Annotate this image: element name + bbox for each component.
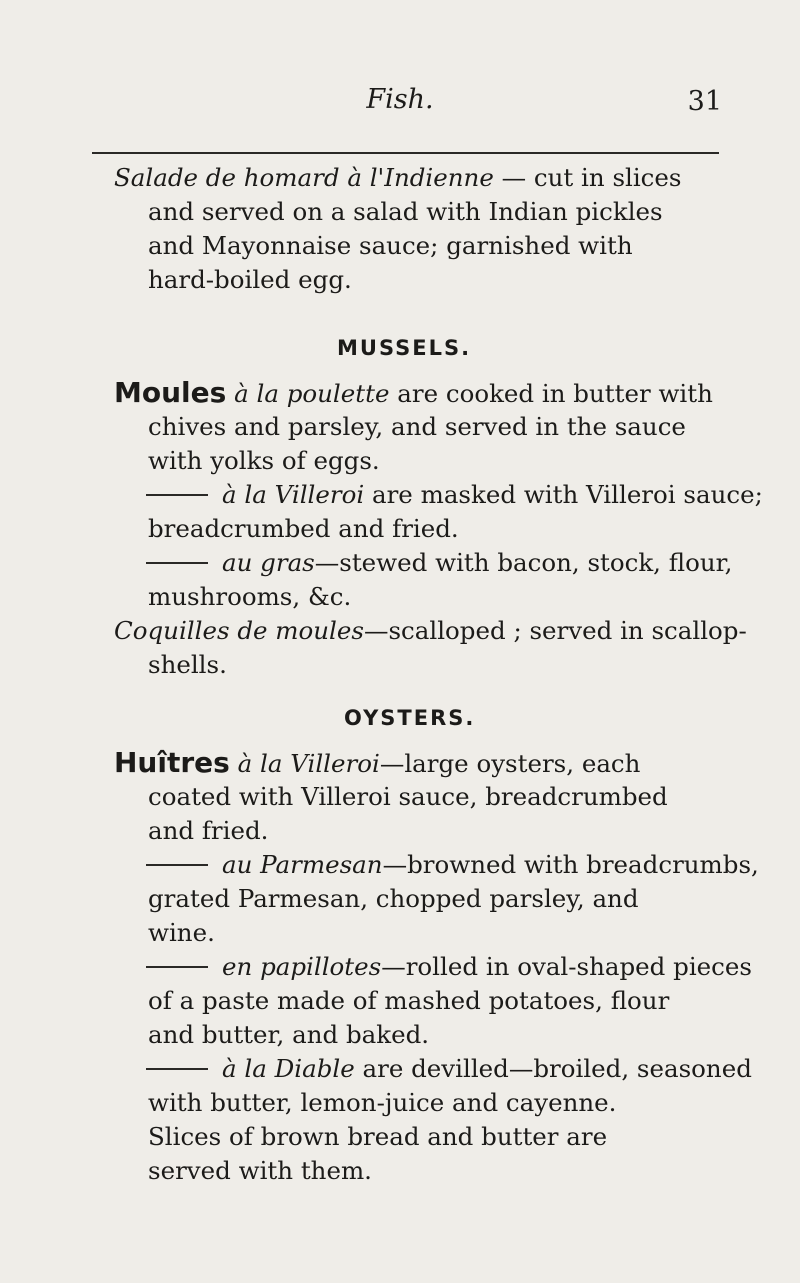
entry-line: of a paste made of mashed potatoes, flour [148,986,670,1015]
dish-name: à la Villeroi [237,749,380,778]
ditto-dash [146,562,208,564]
entry-line: and butter, and baked. [148,1020,430,1049]
dish-name: à la poulette [234,379,390,408]
entry-line [146,1052,752,1086]
entry-text: — cut in slices [493,163,682,192]
entry-line: and served on a salad with Indian pickles [148,197,663,226]
entry-text: —large oysters, each [379,749,641,778]
running-head [90,84,722,120]
entry-line: hard-boiled egg. [148,265,352,294]
entry-text: —scalloped ; served in scallop- [363,616,747,645]
entry-line: mushrooms, &c. [148,582,352,611]
entry-line [146,478,763,512]
entry-text: —rolled in oval-shaped pieces [381,952,752,981]
entry-line: coated with Villeroi sauce, breadcrumbed [148,782,668,811]
dish-name: à la Diable [222,1054,355,1083]
ditto-dash [146,966,208,968]
page-number: 31 [687,86,722,117]
entry-line: with butter, lemon-juice and cayenne. [148,1088,617,1117]
entry-line [114,614,747,648]
entry-line: Slices of brown bread and butter are [148,1122,608,1151]
entry-line: and Mayonnaise sauce; garnished with [148,231,633,260]
entry-line [146,950,752,984]
entry-text: —stewed with bacon, stock, flour, [314,548,733,577]
entry-line: and fried. [148,816,269,845]
entry-line: shells. [148,650,227,679]
dish-lead: Huîtres [114,746,230,779]
entry-line [146,546,732,580]
dish-name: au gras [222,548,315,577]
dish-name: Coquilles de moules [114,616,364,645]
dish-name: en papillotes [222,952,382,981]
section-heading-mussels: MUSSELS. [337,336,472,360]
entry-text: are masked with Villeroi sauce; [364,480,763,509]
entry-line [114,161,681,195]
entry-text: —browned with breadcrumbs, [382,850,759,879]
entry-line [114,376,713,411]
dish-name: au Parmesan [222,850,383,879]
header-rule [92,152,719,154]
dish-lead: Moules [114,376,227,409]
dish-name: Salade de homard à l'Indienne [114,163,494,192]
section-heading-oysters: OYSTERS. [344,706,476,730]
entry-line: breadcrumbed and fried. [148,514,459,543]
entry-line: chives and parsley, and served in the sauce [148,412,686,441]
ditto-dash [146,1068,208,1070]
entry-line: grated Parmesan, chopped parsley, and [148,884,639,913]
entry-text: are devilled—broiled, seasoned [354,1054,752,1083]
dish-name: à la Villeroi [222,480,365,509]
entry-line: with yolks of eggs. [148,446,380,475]
entry-line [114,746,640,781]
entry-text: are cooked in butter with [389,379,713,408]
entry-line: wine. [148,918,215,947]
entry-line [146,848,759,882]
ditto-dash [146,864,208,866]
ditto-dash [146,494,208,496]
page-title: Fish. [366,84,434,115]
entry-line: served with them. [148,1156,372,1185]
